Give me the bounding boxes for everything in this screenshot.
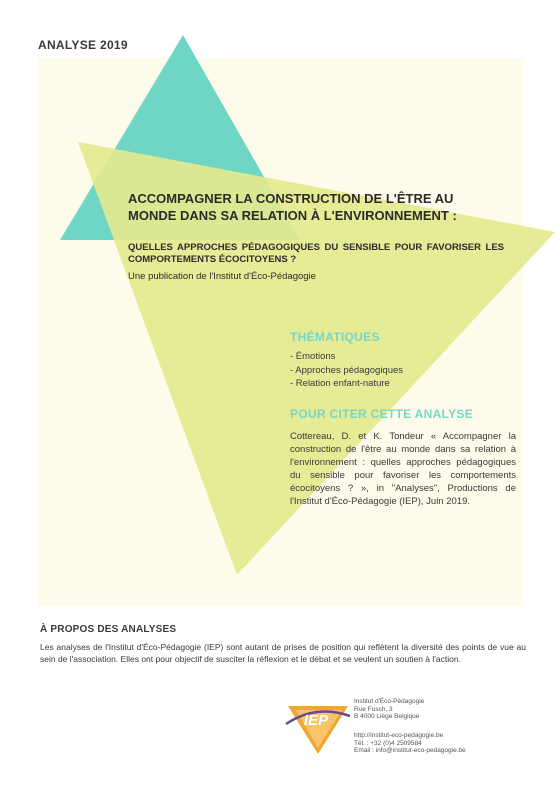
org-name: Institut d'Éco-Pédagogie bbox=[354, 698, 425, 705]
citation-heading: POUR CITER CETTE ANALYSE bbox=[290, 407, 473, 421]
address-block bbox=[354, 698, 424, 721]
about-heading: À PROPOS DES ANALYSES bbox=[40, 624, 177, 635]
street: Rue Fusch, 3 bbox=[354, 705, 393, 713]
themes-heading: THÉMATIQUES bbox=[290, 330, 380, 344]
phone: Tél. : +32 (0)4 2509584 bbox=[354, 739, 422, 747]
email-link[interactable]: Email : info@institut-eco-pedagogie.be bbox=[354, 747, 466, 755]
theme-item: - Émotions bbox=[290, 351, 336, 362]
city: B 4000 Liège Belgique bbox=[354, 713, 420, 721]
theme-item: - Approches pédagogiques bbox=[290, 364, 404, 376]
title-line-2: MONDE DANS SA RELATION À L'ENVIRONNEMENT : bbox=[128, 208, 457, 223]
title-line-1: ACCOMPAGNER LA CONSTRUCTION DE L'ÊTRE AU bbox=[128, 191, 454, 206]
contact-block bbox=[354, 732, 466, 755]
logo-text: IEP bbox=[303, 712, 329, 729]
themes-list bbox=[290, 350, 403, 391]
publisher-line: Une publication de l'Institut d'Éco-Pédagogie bbox=[128, 271, 316, 282]
document-subtitle: QUELLES APPROCHES PÉDAGOGIQUES DU SENSIBLE POUR FAVORISER LES COMPORTEMENTS ÉCOCITOYENS ? bbox=[128, 242, 504, 265]
citation-text: Cottereau, D. et K. Tondeur « Accompagner la construction de l'être au monde dans sa relation à l'environnement : quelles approches pédagogiques du sensible pour favoriser les comportements écocitoyens ? », in "Analyses", Productions de l'Institut d'Éco-Pédagogie (IEP), Juin 2019. bbox=[290, 431, 516, 507]
about-text: Les analyses de l'Institut d'Éco-Pédagogie (IEP) sont autant de prises de position qui reflètent la diversité des points de vue au sein de l'association. Elles ont pour objectif de susciter la réflexion et le débat et se veulent un soutien à l'action. bbox=[40, 642, 526, 664]
iep-logo bbox=[282, 698, 352, 756]
theme-item: - Relation enfant-nature bbox=[290, 378, 390, 389]
series-label: ANALYSE 2019 bbox=[38, 38, 128, 52]
document-title bbox=[128, 190, 518, 224]
website-link[interactable]: http://institut-eco-pedagogie.be bbox=[354, 732, 444, 739]
